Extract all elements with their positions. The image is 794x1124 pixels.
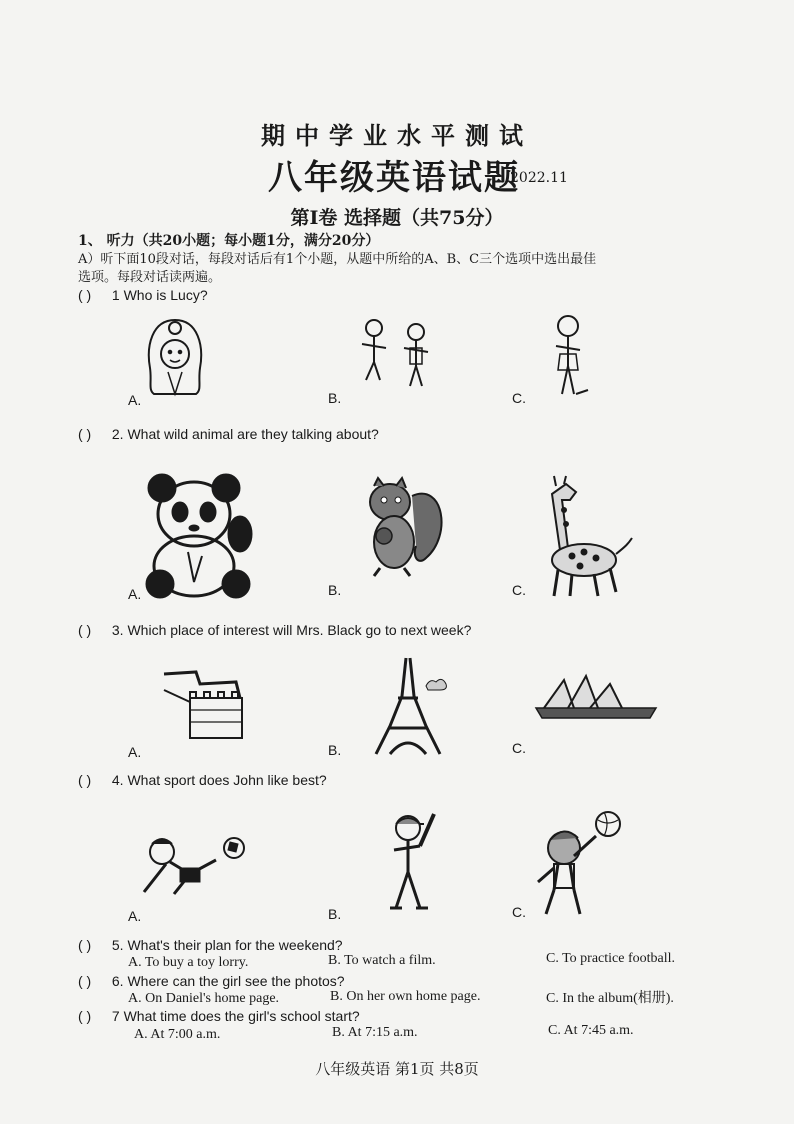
question-7 — [78, 1008, 360, 1024]
soccer-player-icon — [140, 834, 250, 900]
exam-date: 2022.11 — [510, 170, 568, 186]
question-5 — [78, 937, 343, 953]
option-a: A. To buy a toy lorry. — [128, 955, 249, 970]
exam-title-line1: 期中学业水平测试 — [261, 121, 533, 150]
squirrel-icon — [360, 476, 450, 580]
option-b-label: B. — [328, 582, 342, 598]
option-c-label: C. — [512, 904, 526, 920]
giraffe-icon — [532, 474, 636, 598]
answer-blank[interactable]: ( ) — [78, 1008, 92, 1024]
part-title: 第Ⅰ卷 选择题（共75分） — [290, 207, 504, 229]
question-4 — [78, 772, 327, 788]
option-a-label: A. — [128, 908, 142, 924]
great-wall-icon — [160, 668, 246, 742]
question-2 — [78, 426, 379, 442]
instruction-line2: 选项。每段对话读两遍。 — [78, 270, 222, 285]
option-c: C. In the album(相册). — [546, 991, 674, 1006]
answer-blank[interactable]: ( ) — [78, 772, 92, 788]
option-c-label: C. — [512, 390, 526, 406]
question-6 — [78, 973, 345, 989]
girl-standing-icon — [548, 314, 592, 400]
answer-blank[interactable]: ( ) — [78, 973, 92, 989]
exam-title-line2: 八年级英语试题 — [268, 158, 520, 198]
option-b: B. To watch a film. — [328, 953, 436, 968]
option-b: B. At 7:15 a.m. — [332, 1025, 418, 1040]
option-a-label: A. — [128, 392, 142, 408]
option-c-label: C. — [512, 582, 526, 598]
two-kids-icon — [356, 318, 436, 390]
volleyball-player-icon — [534, 810, 624, 920]
option-c: C. At 7:45 a.m. — [548, 1023, 634, 1038]
option-b: B. On her own home page. — [330, 989, 481, 1004]
question-text: 2. What wild animal are they talking about? — [111, 426, 379, 442]
answer-blank[interactable]: ( ) — [78, 287, 92, 303]
answer-blank[interactable]: ( ) — [78, 622, 92, 638]
panda-icon — [140, 472, 260, 600]
option-c-label: C. — [512, 740, 526, 756]
option-c: C. To practice football. — [546, 951, 676, 966]
section-heading: 1、 听力（共20小题；每小题1分，满分20分） — [78, 233, 380, 249]
option-a-label: A. — [128, 744, 142, 760]
option-a-label: A. — [128, 586, 142, 602]
eiffel-tower-icon — [372, 656, 448, 756]
instruction-line1: A）听下面10段对话，每段对话后有1个小题，从题中所给的A、B、C三个选项中选出最佳 — [78, 252, 597, 267]
question-3 — [78, 622, 471, 638]
question-text: 7 What time does the girl's school start? — [111, 1008, 360, 1024]
baseball-player-icon — [380, 810, 442, 914]
answer-blank[interactable]: ( ) — [78, 937, 92, 953]
answer-blank[interactable]: ( ) — [78, 426, 92, 442]
question-text: 6. Where can the girl see the photos? — [111, 973, 345, 989]
question-text: 3. Which place of interest will Mrs. Black go to next week? — [111, 622, 472, 638]
option-a: A. On Daniel's home page. — [128, 991, 280, 1006]
option-b-label: B. — [328, 390, 342, 406]
question-1 — [78, 287, 208, 303]
question-text: 4. What sport does John like best? — [111, 772, 327, 788]
question-text: 1 Who is Lucy? — [111, 287, 208, 303]
page-footer: 八年级英语 第1页 共8页 — [315, 1060, 479, 1078]
option-b-label: B. — [328, 906, 342, 922]
opera-house-icon — [534, 670, 658, 722]
question-text: 5. What's their plan for the weekend? — [111, 937, 343, 953]
option-a: A. At 7:00 a.m. — [134, 1027, 221, 1042]
girl-long-hair-icon — [140, 316, 210, 398]
option-b-label: B. — [328, 742, 342, 758]
